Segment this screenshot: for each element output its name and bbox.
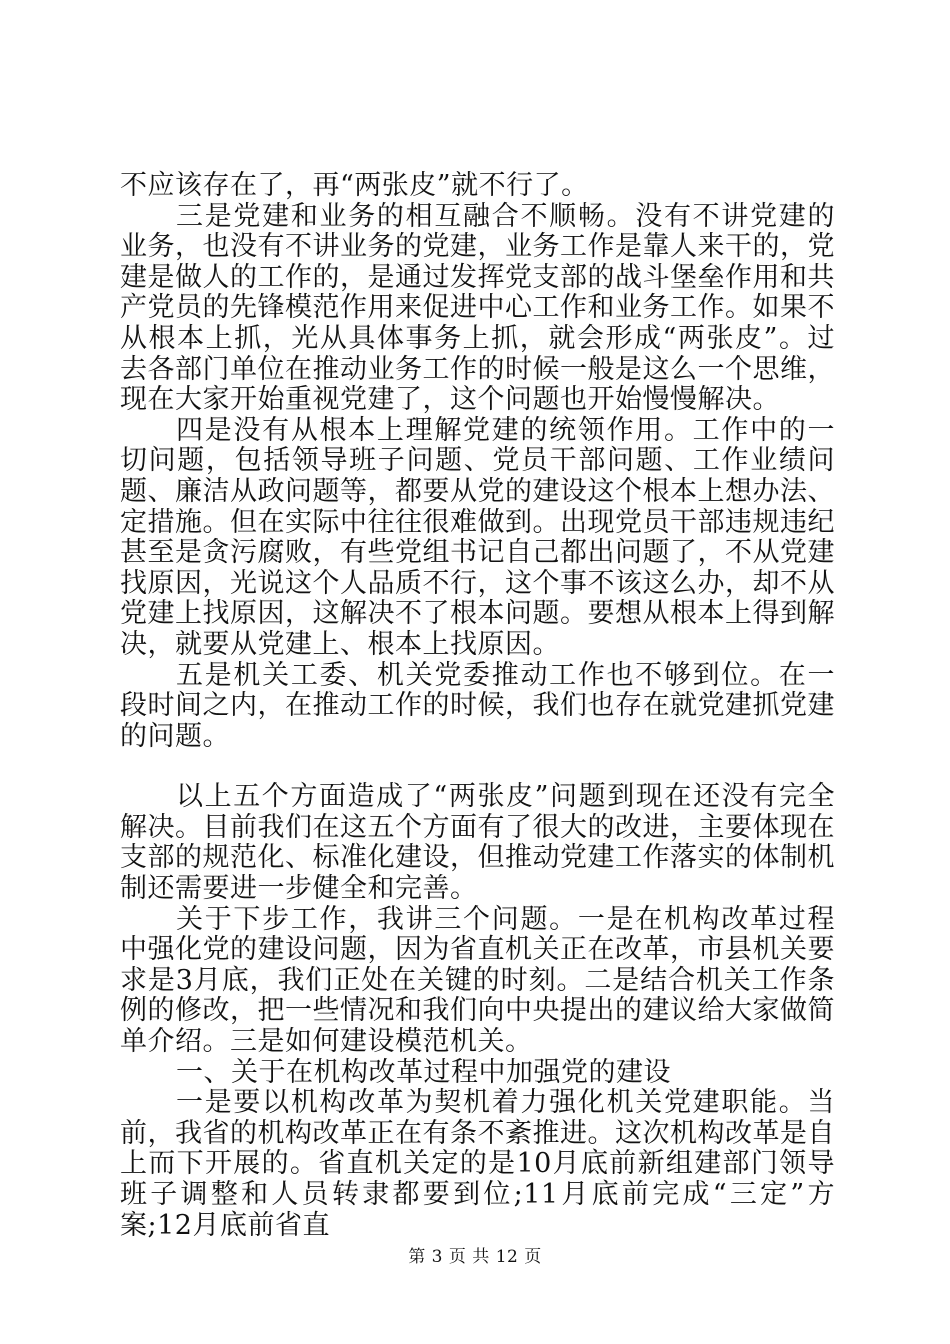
page-footer [0, 1242, 950, 1267]
paragraph-summary: 以上五个方面造成了“两张皮”问题到现在还没有完全解决。目前我们在这五个方面有了很大的改进，主要体现在支部的规范化、标准化建设，但推动党建工作落实的体制机制还需要进一步健全和完善。 [120, 781, 835, 905]
paragraph-point-five: 五是机关工委、机关党委推动工作也不够到位。在一段时间之内，在推动工作的时候，我们也存在就党建抓党建的问题。 [120, 659, 835, 752]
paragraph-continuation: 不应该存在了，再“两张皮”就不行了。 [120, 170, 589, 201]
paragraph-section-one-point-one: 一是要以机构改革为契机着力强化机关党建职能。当前，我省的机构改革正在有条不紊推进。这次机构改革是自上而下开展的。省直机关定的是10月底前新组建部门领导班子调整和人员转隶都要到位;11月底前完成“三定”方案;12月底前省直 [120, 1087, 835, 1241]
paragraph-next-steps: 关于下步工作，我讲三个问题。一是在机构改革过程中强化党的建设问题，因为省直机关正在改革，市县机关要求是3月底，我们正处在关键的时刻。二是结合机关工作条例的修改，把一些情况和我们向中央提出的建议给大家做简单介绍。三是如何建设模范机关。 [120, 903, 835, 1058]
paragraph-point-three: 三是党建和业务的相互融合不顺畅。没有不讲党建的业务，也没有不讲业务的党建，业务工作是靠人来干的，党建是做人的工作的，是通过发挥党支部的战斗堡垒作用和共产党员的先锋模范作用来促进中心工作和业务工作。如果不从根本上抓，光从具体事务上抓，就会形成“两张皮”。过去各部门单位在推动业务工作的时候一般是这么一个思维，现在大家开始重视党建了，这个问题也开始慢慢解决。 [120, 200, 835, 416]
page-number-label: 第 3 页 共 12 页 [408, 1247, 542, 1267]
section-heading-one: 一、关于在机构改革过程中加强党的建设 [176, 1056, 671, 1088]
paragraph-point-four: 四是没有从根本上理解党建的统领作用。工作中的一切问题，包括领导班子问题、党员干部问题、工作业绩问题、廉洁从政问题等，都要从党的建设这个根本上想办法、定措施。但在实际中往往很难做到。出现党员干部违规违纪甚至是贪污腐败，有些党组书记自己都出问题了，不从党建找原因，光说这个人品质不行，这个事不该这么办，却不从党建上找原因，这解决不了根本问题。要想从根本上得到解决，就要从党建上、根本上找原因。 [120, 414, 835, 660]
document-body [120, 171, 835, 1241]
